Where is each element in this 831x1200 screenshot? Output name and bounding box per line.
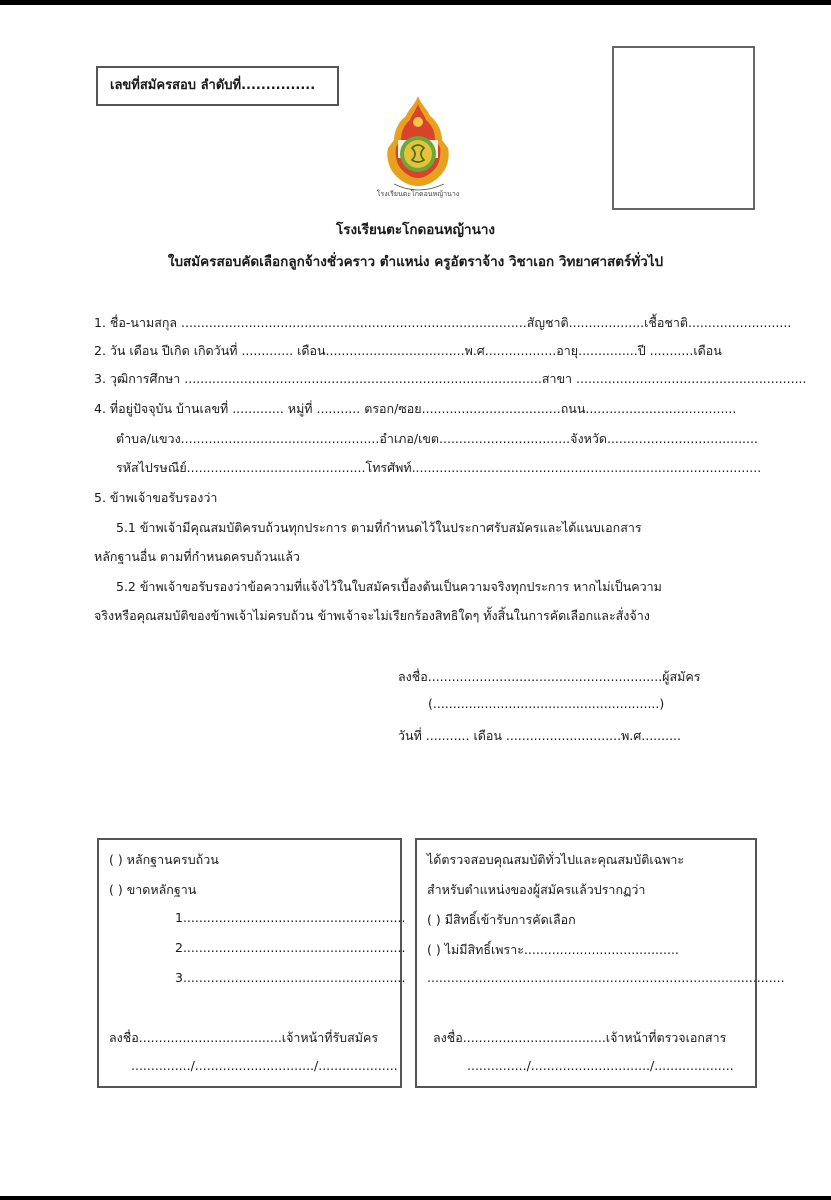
school-emblem-icon (368, 92, 468, 202)
receiving-officer-sign-line: ลงชื่อ....................................เจ้าหน้าที่รับสมัคร (109, 1030, 379, 1045)
certification-5-2-line2: จริงหรือคุณสมบัติของข้าพเจ้าไม่ครบถ้วน ข้าพเจ้าจะไม่เรียกร้องสิทธิใดๆ ทั้งสิ้นในการคัดเลือกและสั่งจ้าง (94, 608, 650, 623)
missing-item-2: 2........................................................ (175, 940, 406, 955)
receiving-officer-date-line: .............../............................../.................... (131, 1058, 398, 1073)
checker-date-line: .............../............................../.................... (467, 1058, 734, 1073)
applicant-sign-line: ลงชื่อ...........................................................ผู้สมัคร (398, 669, 701, 684)
field-birth-date: 2. วัน เดือน ปีเกิด เกิดวันที่ ............. เดือน...................................พ.ศ..................อายุ...............ปี ...........เดือน (94, 343, 722, 358)
emblem-caption: โรงเรียนตะโกดอนหญ้านาง (376, 190, 460, 198)
school-name: โรงเรียนตะโกดอนหญ้านาง (335, 222, 496, 238)
form-title: ใบสมัครสอบคัดเลือกลูกจ้างชั่วคราว ตำแหน่ง ครูอัตราจ้าง วิชาเอก วิทยาศาสตร์ทั่วไป (167, 254, 664, 270)
applicant-date-line: วันที่ ........... เดือน .............................พ.ศ.......... (398, 728, 681, 743)
applicant-number-label: เลขที่สมัครสอบ ลำดับที่............... (110, 78, 316, 93)
field-subdistrict: ตำบล/แขวง..................................................อำเภอ/เขต.................................จังหวัด...................................... (116, 431, 758, 446)
certification-5-1-line1: 5.1 ข้าพเจ้ามีคุณสมบัติครบถ้วนทุกประการ ตามที่กำหนดไว้ในประกาศรับสมัครและได้แนบเอกสาร (116, 520, 642, 535)
applicant-number-box (96, 66, 339, 106)
field-postal-phone: รหัสไปรษณีย์.............................................โทรศัพท์........................................................................................ (116, 460, 762, 475)
option-eligible: ( ) มีสิทธิ์เข้ารับการคัดเลือก (427, 912, 576, 927)
missing-item-1: 1........................................................ (175, 910, 406, 925)
option-ineligible: ( ) ไม่มีสิทธิ์เพราะ....................................... (427, 942, 679, 957)
checker-intro-line1: ได้ตรวจสอบคุณสมบัติทั่วไปและคุณสมบัติเฉพาะ (427, 852, 685, 867)
applicant-name-line: (.........................................................) (428, 696, 665, 711)
ineligible-reason-line: .......................................................................................... (427, 970, 785, 985)
photo-box (612, 46, 755, 210)
certification-5-2-line1: 5.2 ข้าพเจ้าขอรับรองว่าข้อความที่แจ้งไว้ในใบสมัครเบื้องต้นเป็นความจริงทุกประการ หากไม่เป็นความ (116, 579, 662, 594)
receiving-officer-box (97, 838, 406, 1088)
top-black-bar (0, 0, 831, 5)
certification-5-1-line2: หลักฐานอื่น ตามที่กำหนดครบถ้วนแล้ว (94, 549, 300, 564)
field-full-name: 1. ชื่อ-นามสกุล .......................................................................................สัญชาติ...................เชื้อชาติ.......................... (94, 315, 792, 330)
option-evidence-missing: ( ) ขาดหลักฐาน (109, 882, 197, 897)
bottom-black-bar (0, 1196, 831, 1200)
field-address: 4. ที่อยู่ปัจจุบัน บ้านเลขที่ ............. หมู่ที่ ........... ตรอก/ซอย...................................ถนน...................................... (94, 401, 737, 416)
missing-item-3: 3........................................................ (175, 970, 406, 985)
document-checker-box (415, 838, 785, 1088)
certification-heading: 5. ข้าพเจ้าขอรับรองว่า (94, 490, 218, 505)
option-evidence-complete: ( ) หลักฐานครบถ้วน (109, 852, 219, 867)
checker-sign-line: ลงชื่อ....................................เจ้าหน้าที่ตรวจเอกสาร (433, 1030, 727, 1045)
checker-intro-line2: สำหรับตำแหน่งของผู้สมัครแล้วปรากฏว่า (427, 882, 646, 897)
field-education: 3. วุฒิการศึกษา ..........................................................................................สาขา .......................................................... (94, 371, 807, 386)
